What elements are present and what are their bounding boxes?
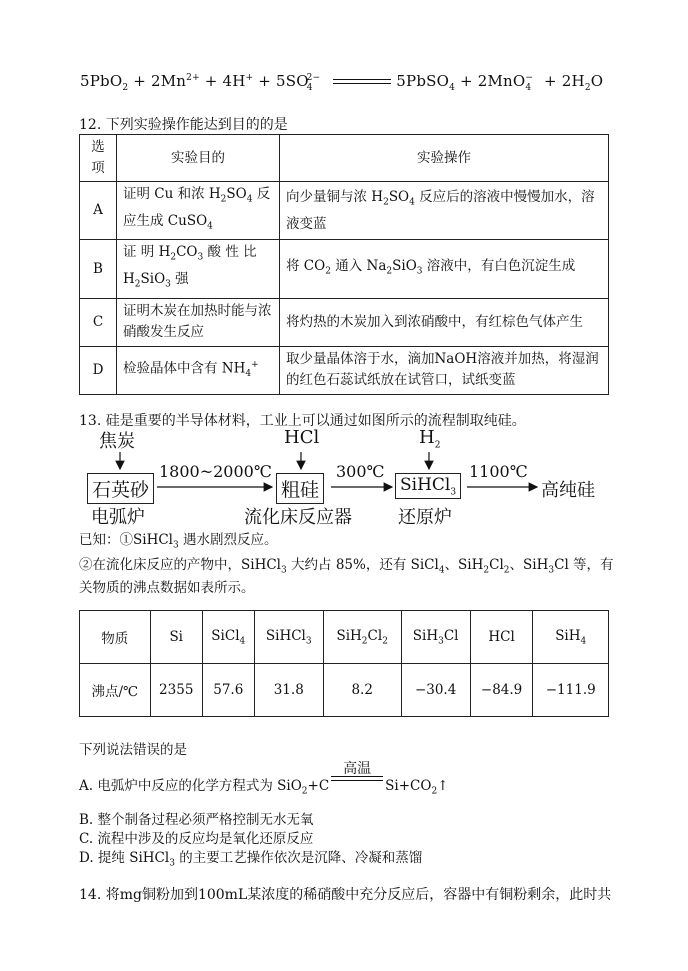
q13-stem: 下列说法错误的是 — [79, 742, 187, 758]
row-a-operation: 向少量铜与浓 $H_2SO_4$ 反应后的溶液中慢慢加水，溶液变蓝 — [280, 182, 609, 240]
th-sih2cl2: $SiH_2Cl_2$ — [323, 611, 401, 664]
input-hcl: HCl — [284, 427, 320, 448]
header-purpose: 实验目的 — [117, 135, 280, 182]
equation-line: $5PbO_2 + 2Mn^{2+} + 4H^+ + 5SO_4^{2-}$ 5PbSO$_4$ + $2MnO_4^- + 2H_2O$ — [80, 72, 604, 93]
th-substance: 物质 — [80, 611, 151, 664]
td-sih4: −111.9 — [533, 664, 609, 717]
row-b-option: B — [80, 240, 117, 298]
boiling-point-table — [79, 610, 609, 717]
cond-1: 1800~2000℃ — [159, 462, 272, 481]
row-c-purpose: 证明木炭在加热时能与浓硝酸发生反应 — [117, 298, 280, 346]
th-si: Si — [150, 611, 202, 664]
q13-title: 13. 硅是重要的半导体材料，工业上可以通过如图所示的流程制取纯硅。 — [79, 413, 526, 429]
td-hcl: −84.9 — [470, 664, 533, 717]
product: 高纯硅 — [541, 480, 595, 501]
td-sihcl3: 31.8 — [254, 664, 323, 717]
td-label: 沸点/℃ — [80, 664, 151, 717]
cond-3: 1100℃ — [469, 462, 528, 481]
row-c-option: C — [80, 298, 117, 346]
row-a-option: A — [80, 182, 117, 240]
equip-fluid: 流化床反应器 — [244, 507, 352, 528]
box-crude-si: 粗硅 — [276, 473, 324, 504]
row-c-operation: 将灼热的木炭加入到浓硝酸中，有红棕色气体产生 — [280, 298, 609, 346]
box-quartz: 石英砂 — [87, 473, 154, 504]
td-sicl4: 57.6 — [202, 664, 254, 717]
row-d-purpose: 检验晶体中含有 $NH_4^+$ — [117, 346, 280, 394]
row-b-purpose: 证 明 $H_2CO_3$ 酸 性 比 $H_2SiO_3$ 强 — [117, 240, 280, 298]
td-sih3cl: −30.4 — [401, 664, 470, 717]
header-operation: 实验操作 — [280, 135, 609, 182]
input-coke: 焦炭 — [99, 431, 135, 452]
option-a-prefix: A. 电弧炉中反应的化学方程式为 — [79, 778, 273, 794]
equip-arc: 电弧炉 — [91, 507, 145, 528]
row-a-purpose: 证明 Cu 和浓 $H_2SO_4$ 反应生成 CuSO$_4$ — [117, 182, 280, 240]
row-d-operation: 取少量晶体溶于水，滴加NaOH溶液并加热，将湿润的红色石蕊试纸放在试管口，试纸变蓝 — [280, 346, 609, 394]
td-sih2cl2: 8.2 — [323, 664, 401, 717]
th-sihcl3: SiHCl$_3$ — [254, 611, 323, 664]
th-sicl4: SiCl$_4$ — [202, 611, 254, 664]
cond-2: 300℃ — [336, 462, 385, 481]
header-option: 选 项 — [80, 135, 117, 182]
box-sihcl3: SiHCl$_3$ — [395, 473, 461, 499]
q14-text: 14. 将mg铜粉加到100mL某浓度的稀硝酸中充分反应后，容器中有铜粉剩余，此时共 — [79, 887, 612, 903]
option-a-condition: 高温 — [343, 761, 372, 777]
th-sih3cl: SiH$_3$Cl — [401, 611, 470, 664]
known-2b: 关物质的沸点数据如表所示。 — [79, 580, 255, 596]
q12-title: 12. 下列实验操作能达到目的的是 — [79, 117, 288, 133]
td-si: 2355 — [150, 664, 202, 717]
known-1: 已知：①SiHCl$_3$ 遇水剧烈反应。 — [79, 532, 278, 551]
input-h2: $H_2$ — [419, 427, 441, 451]
option-c: C. 流程中涉及的反应均是氧化还原反应 — [79, 831, 314, 847]
equip-reduce: 还原炉 — [398, 507, 452, 528]
th-hcl: HCl — [470, 611, 533, 664]
row-b-operation: 将 $CO_2$ 通入 $Na_2SiO_3$ 溶液中，有白色沉淀生成 — [280, 240, 609, 298]
th-sih4: SiH$_4$ — [533, 611, 609, 664]
option-d: D. 提纯 SiHCl$_3$ 的主要工艺操作依次是沉降、冷凝和蒸馏 — [79, 850, 423, 869]
known-2a: ②在流化床反应的产物中，SiHCl$_3$ 大约占 85%，还有 SiCl$_4$、$SiH_2Cl_2$、SiH$_3$Cl 等，有 — [79, 557, 614, 576]
row-d-option: D — [80, 346, 117, 394]
option-a: A. 电弧炉中反应的化学方程式为 SiO$_2$+C 高温 $Si+CO_2↑$ — [79, 774, 449, 797]
option-b: B. 整个制备过程必须严格控制无水无氧 — [79, 812, 314, 828]
